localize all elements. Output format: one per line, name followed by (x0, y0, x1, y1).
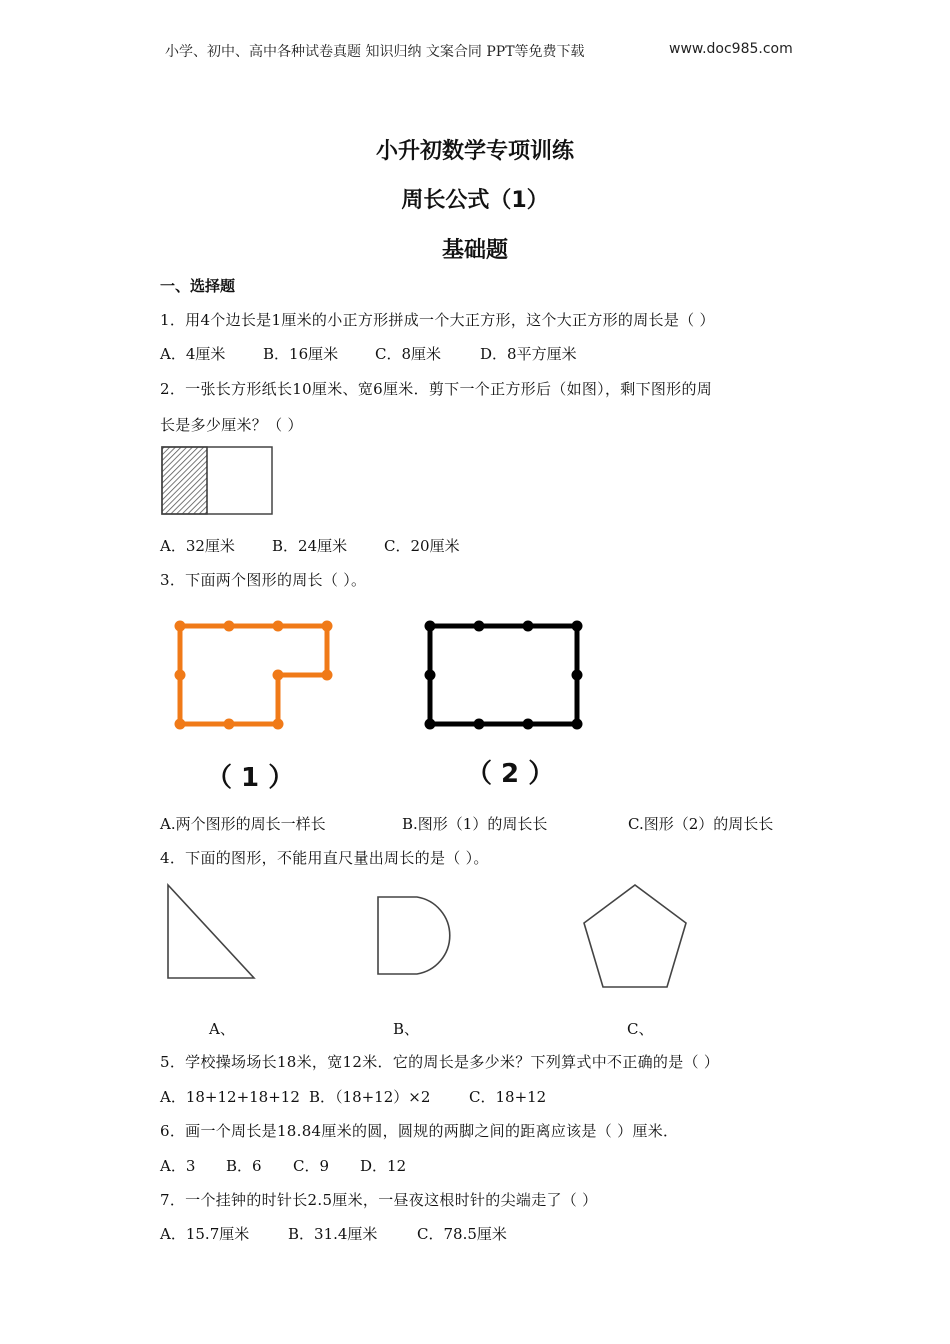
q4-triangle-shape (160, 880, 260, 984)
q4-pentagon-shape (580, 880, 692, 992)
sub-title: 周长公式（1） (401, 188, 549, 213)
question-6-stem: 6．画一个周长是18.84厘米的圆，圆规的两脚之间的距离应该是（ ）厘米． (160, 1122, 679, 1140)
figure-2-dots (425, 621, 583, 730)
q2-rectangle-figure (160, 445, 276, 517)
question-1-stem: 1．用4个边长是1厘米的小正方形拼成一个大正方形，这个大正方形的周长是（ ） (160, 311, 715, 329)
q1-option-c[interactable]: C．8厘米 (375, 345, 442, 363)
q6-option-b[interactable]: B．6 (226, 1157, 262, 1175)
question-5-stem: 5．学校操场场长18米，宽12米．它的周长是多少米？下列算式中不正确的是（ ） (160, 1053, 720, 1071)
q3-option-a[interactable]: A.两个图形的周长一样长 (160, 815, 326, 833)
cut-square (162, 447, 207, 514)
figure-2-label: （ 2 ） (466, 759, 555, 789)
header-website[interactable]: www.doc985.com (669, 41, 793, 57)
question-7-stem: 7．一个挂钟的时针长2.5厘米，一昼夜这根时针的尖端走了（ ） (160, 1191, 598, 1209)
q4-option-a[interactable]: A、 (209, 1020, 235, 1038)
q4-option-b[interactable]: B、 (393, 1020, 420, 1038)
figure-1-label: （ 1 ） (206, 763, 295, 793)
q6-option-d[interactable]: D．12 (360, 1157, 407, 1175)
q5-option-c[interactable]: C．18+12 (469, 1088, 547, 1106)
main-title: 小升初数学专项训练 (375, 139, 574, 164)
figure-2-outline (430, 626, 577, 724)
q3-option-c[interactable]: C.图形（2）的周长长 (628, 815, 774, 833)
q1-option-d[interactable]: D．8平方厘米 (480, 345, 577, 363)
q5-option-a[interactable]: A．18+12+18+12 (160, 1088, 300, 1106)
q3-figure-1 (170, 615, 340, 735)
q1-option-b[interactable]: B．16厘米 (263, 345, 339, 363)
q5-option-b[interactable]: B．（18+12）×2 (309, 1088, 431, 1106)
q7-option-b[interactable]: B．31.4厘米 (288, 1225, 378, 1243)
q4-d-shape (370, 890, 465, 980)
q4-option-c[interactable]: C、 (627, 1020, 654, 1038)
figure-1-outline (180, 626, 327, 724)
q7-option-c[interactable]: C．78.5厘米 (417, 1225, 507, 1243)
level-title: 基础题 (441, 238, 508, 263)
question-2-stem-cont: 长是多少厘米？（ ） (160, 416, 303, 434)
header-left-text: 小学、初中、高中各种试卷真题 知识归纳 文案合同 PPT等免费下载 (165, 44, 585, 60)
question-3-stem: 3．下面两个图形的周长（ ）。 (160, 571, 367, 589)
q2-option-b[interactable]: B．24厘米 (272, 537, 348, 555)
q1-option-a[interactable]: A．4厘米 (160, 345, 226, 363)
q2-option-a[interactable]: A．32厘米 (160, 537, 235, 555)
q6-option-a[interactable]: A．3 (160, 1157, 196, 1175)
question-2-stem: 2．一张长方形纸长10厘米、宽6厘米．剪下一个正方形后（如图），剩下图形的周 (160, 380, 713, 398)
section-heading: 一、选择题 (160, 277, 236, 295)
q3-figure-2 (420, 615, 590, 735)
q6-option-c[interactable]: C．9 (293, 1157, 330, 1175)
q7-option-a[interactable]: A．15.7厘米 (160, 1225, 250, 1243)
q3-option-b[interactable]: B.图形（1）的周长长 (402, 815, 548, 833)
q2-option-c[interactable]: C．20厘米 (384, 537, 460, 555)
question-4-stem: 4．下面的图形，不能用直尺量出周长的是（ ）。 (160, 849, 489, 867)
